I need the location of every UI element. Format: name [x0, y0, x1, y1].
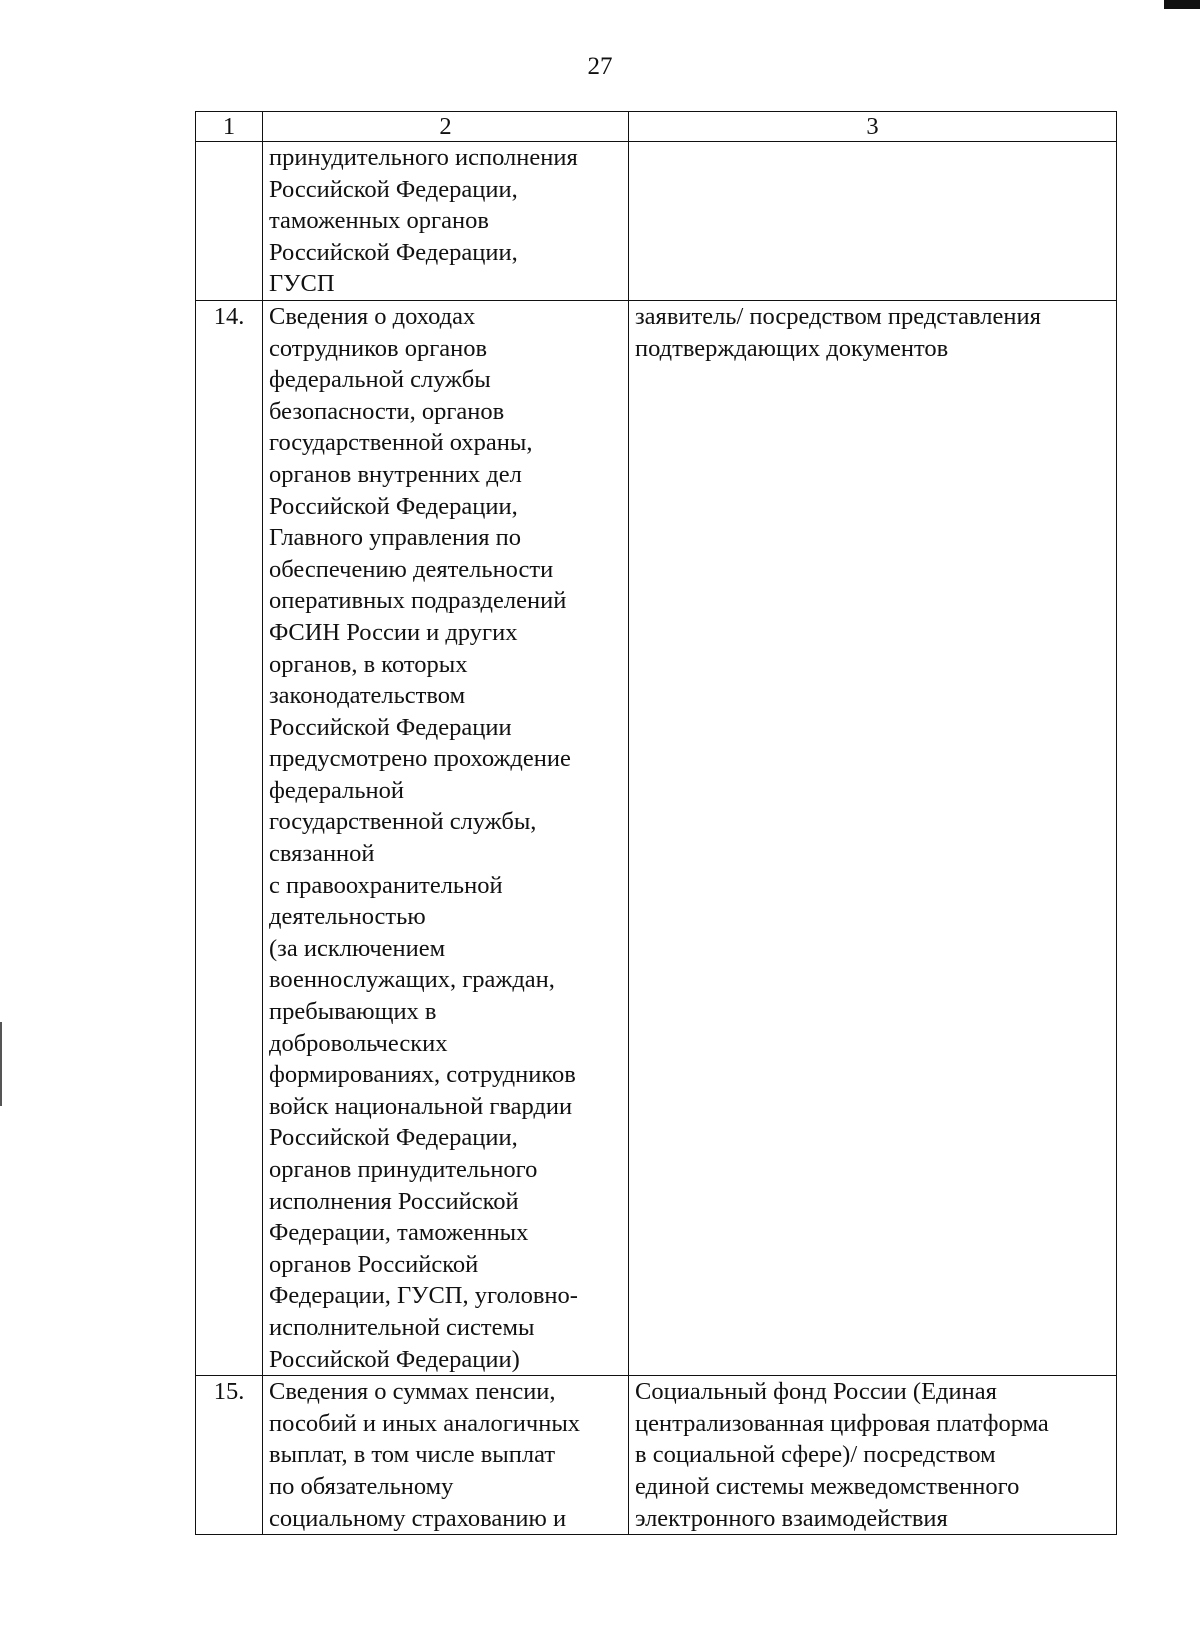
text-line: органов принудительного: [269, 1156, 538, 1183]
text-line: принудительного исполнения: [269, 144, 578, 171]
column-header-1: 1: [196, 112, 263, 142]
page-number: 27: [587, 53, 613, 80]
text-line: органов Российской: [269, 1250, 479, 1278]
text-line: Главного управления по: [269, 524, 521, 552]
text-line: Федерации, таможенных: [269, 1219, 529, 1247]
source-method-cell: [629, 300, 1117, 1375]
text-line: государственной службы,: [269, 808, 537, 836]
text-line: подтверждающих документов: [635, 334, 949, 362]
text-line: Российской Федерации,: [269, 492, 518, 520]
text-line: Российской Федерации,: [269, 175, 518, 203]
text-line: войск национальной гвардии: [269, 1092, 573, 1120]
information-type-cell: [263, 300, 629, 1375]
table-row: [196, 300, 1117, 1375]
text-line: единой системы межведомственного: [635, 1472, 1020, 1500]
text-line: добровольческих: [269, 1029, 448, 1057]
text-line: Российской Федерации: [269, 713, 512, 741]
row-number: 15.: [196, 1376, 263, 1535]
text-line: в социальной сфере)/ посредством: [635, 1441, 996, 1469]
text-line: законодательством: [269, 682, 466, 710]
text-line: заявитель/ посредством представления: [635, 302, 1041, 330]
text-line: ГУСП: [269, 270, 335, 298]
text-line: (за исключением: [269, 934, 446, 962]
text-line: органов внутренних дел: [269, 460, 522, 488]
text-line: централизованная цифровая платформа: [635, 1409, 1049, 1437]
source-method-cell: [629, 1376, 1117, 1535]
text-line: Социальный фонд России (Единая: [635, 1378, 997, 1406]
text-line: электронного взаимодействия: [635, 1504, 948, 1532]
information-type-cell: [263, 142, 629, 301]
row-number: [196, 142, 263, 301]
text-line: Российской Федерации): [269, 1345, 520, 1373]
table-row: [196, 1376, 1117, 1535]
text-line: обеспечению деятельности: [269, 555, 554, 583]
text-line: федеральной службы: [269, 366, 491, 394]
text-line: Федерации, ГУСП, уголовно-: [269, 1282, 578, 1310]
row-number: 14.: [196, 300, 263, 1375]
text-line: выплат, в том числе выплат: [269, 1441, 556, 1469]
text-line: деятельностью: [269, 903, 426, 931]
text-line: с правоохранительной: [269, 871, 503, 899]
text-line: оперативных подразделений: [269, 587, 567, 615]
table-header-row: [196, 112, 1117, 142]
text-line: безопасности, органов: [269, 397, 505, 425]
information-type-cell: [263, 1376, 629, 1535]
column-header-2: 2: [263, 112, 629, 142]
text-line: органов, в которых: [269, 650, 468, 678]
text-line: связанной: [269, 840, 375, 868]
text-line: исполнения Российской: [269, 1187, 519, 1215]
document-table: [195, 111, 1117, 1535]
text-line: военнослужащих, граждан,: [269, 966, 555, 994]
table-body: [196, 142, 1117, 1535]
text-line: формированиях, сотрудников: [269, 1061, 576, 1089]
text-line: Сведения о суммах пенсии,: [269, 1378, 556, 1406]
text-line: по обязательному: [269, 1472, 454, 1500]
text-line: Сведения о доходах: [269, 302, 476, 330]
text-line: Российской Федерации,: [269, 1124, 518, 1152]
text-line: сотрудников органов: [269, 334, 488, 362]
text-line: исполнительной системы: [269, 1313, 535, 1341]
source-method-cell: [629, 142, 1117, 301]
text-line: государственной охраны,: [269, 429, 533, 457]
scan-edge-mark: [0, 1022, 2, 1106]
scan-corner-mark: [1164, 0, 1200, 9]
text-line: ФСИН России и других: [269, 618, 518, 646]
text-line: Российской Федерации,: [269, 238, 518, 266]
text-line: предусмотрено прохождение: [269, 745, 571, 773]
text-line: пособий и иных аналогичных: [269, 1409, 581, 1437]
text-line: пребывающих в: [269, 998, 437, 1026]
text-line: федеральной: [269, 776, 404, 804]
column-header-3: 3: [629, 112, 1117, 142]
text-line: социальному страхованию и: [269, 1504, 567, 1532]
text-line: таможенных органов: [269, 207, 489, 235]
table-row: [196, 142, 1117, 301]
